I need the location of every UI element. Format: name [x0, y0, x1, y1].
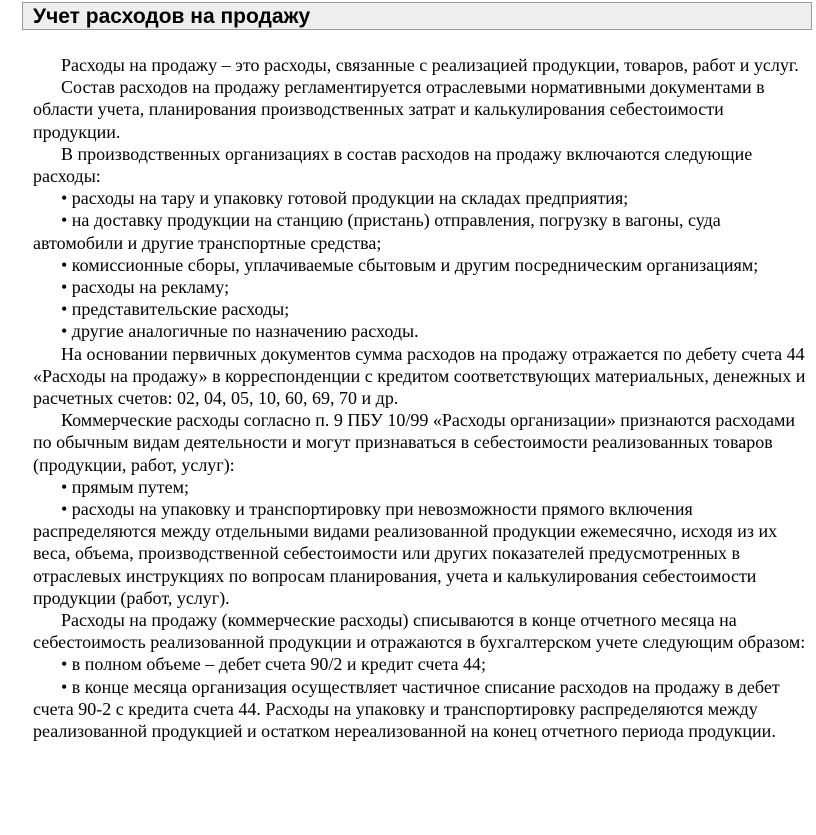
- list-item: • другие аналогичные по назначению расходы.: [61, 321, 419, 342]
- list-item: • расходы на рекламу;: [61, 277, 230, 298]
- paragraph-definition: Расходы на продажу – это расходы, связанные с реализацией продукции, товаров, работ и услуг.: [61, 55, 799, 75]
- paragraph-write-off: Расходы на продажу (коммерческие расходы) списываются в конце отчетного месяца на себестоимость реализованной продукции и отражаются в бухгалтерском учете следующим образом:: [33, 610, 806, 653]
- list-item: • расходы на тару и упаковку готовой продукции на складах предприятия;: [61, 188, 629, 209]
- paragraph-production-orgs: В производственных организациях в состав расходов на продажу включаются следующие расходы:: [33, 143, 753, 187]
- page-title: Учет расходов на продажу: [33, 5, 311, 28]
- list-item: • комиссионные сборы, уплачиваемые сбытовым и другим посредническим организациям;: [61, 254, 759, 275]
- list-item: • прямым путем;: [61, 476, 189, 497]
- paragraph-account-44: На основании первичных документов сумма расходов на продажу отражается по дебету счета 44 «Расходы на продажу» в корреспонденции с кредитом соответствующих материальных, денежных и расчетных счетов: 02, 04, 05, 10, 60, 69, 70 и др.: [33, 343, 806, 409]
- paragraph-pbu: Коммерческие расходы согласно п. 9 ПБУ 10/99 «Расходы организации» признаются расходами по обычным видам деятельности и могут признаваться в себестоимости реализованных товаров (продукции, работ, услуг):: [33, 410, 796, 475]
- document-body: [33, 54, 813, 742]
- section-header: [22, 2, 812, 30]
- list-item: • на доставку продукции на станцию (пристань) отправления, погрузку в вагоны, суда автомобили и другие транспортные средства;: [33, 210, 721, 253]
- paragraph-composition: Состав расходов на продажу регламентируется отраслевыми нормативными документами в области учета, планирования производственных затрат и калькулирования себестоимости продукции.: [33, 77, 765, 142]
- list-item: • представительские расходы;: [61, 299, 290, 320]
- list-item: • в полном объеме – дебет счета 90/2 и кредит счета 44;: [61, 654, 486, 675]
- list-item: • расходы на упаковку и транспортировку при невозможности прямого включения распределяются между отдельными видами реализованной продукции ежемесячно, исходя из их веса, объема, производственной себестоимости или других показателей предусмотренных в отраслевых инструкциях по вопросам планирования, учета и калькулирования себестоимости продукции (работ, услуг).: [33, 499, 778, 608]
- list-item: • в конце месяца организация осуществляет частичное списание расходов на продажу в дебет счета 90-2 с кредита счета 44. Расходы на упаковку и транспортировку распределяются между реализованной продукцией и остатком нереализованной на конец отчетного периода продукции.: [33, 676, 780, 742]
